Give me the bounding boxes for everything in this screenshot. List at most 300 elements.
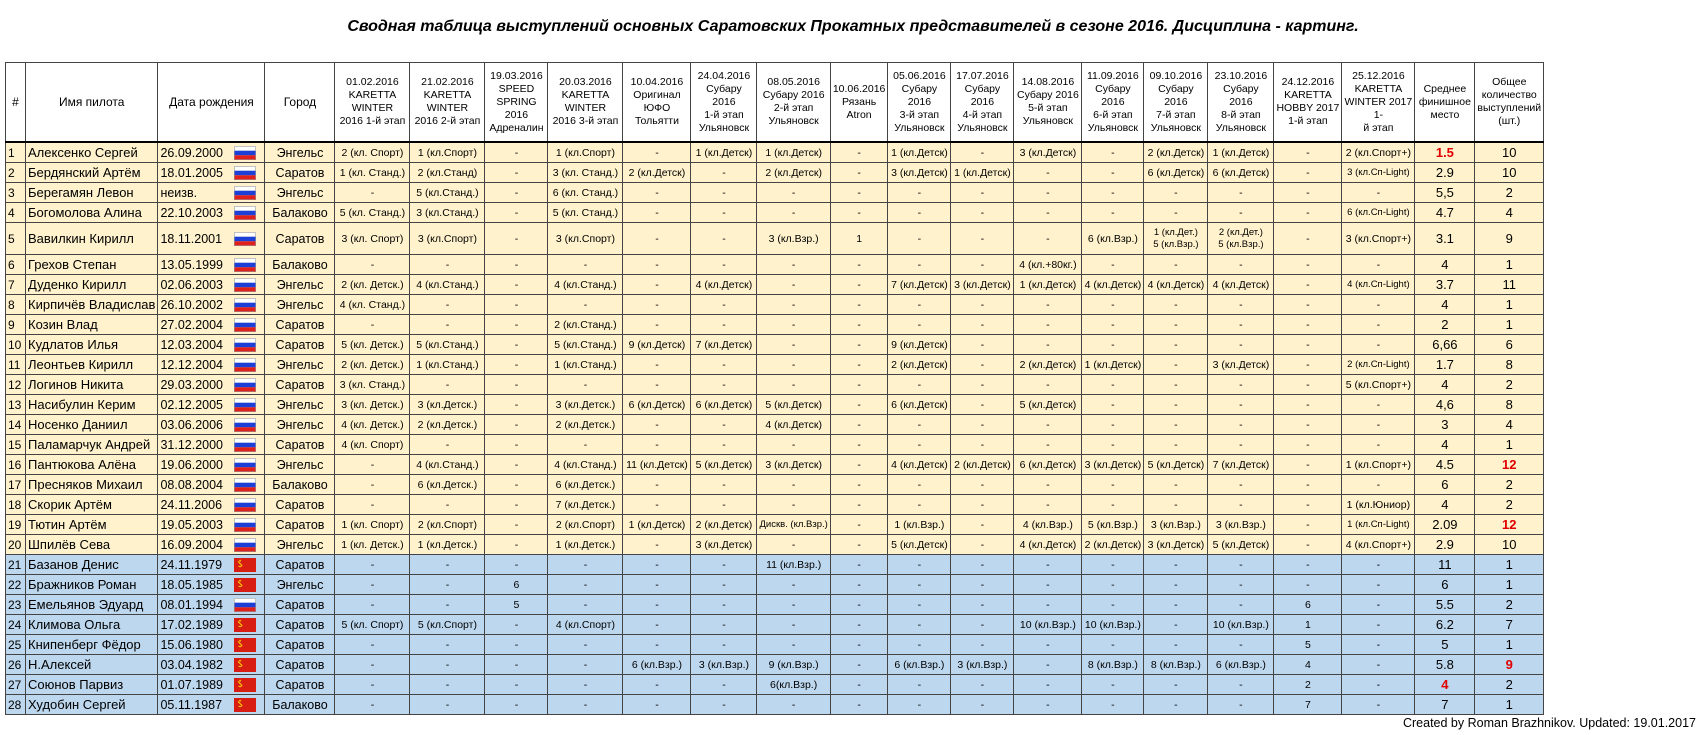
race-result-cell bbox=[410, 655, 485, 675]
race-result-cell bbox=[1274, 375, 1342, 395]
race-result-cell-text: - bbox=[514, 232, 519, 245]
race-result-cell bbox=[623, 415, 691, 435]
race-result-cell-text: - bbox=[1046, 638, 1050, 651]
race-result-cell-text: - bbox=[655, 186, 659, 199]
race-result-cell bbox=[485, 203, 548, 223]
total-races-cell bbox=[1475, 435, 1544, 455]
race-result-cell-text: - bbox=[1046, 498, 1050, 511]
race-result-cell bbox=[691, 315, 757, 335]
race-result-cell bbox=[1082, 675, 1144, 695]
race-result-cell bbox=[1014, 275, 1082, 295]
race-result-cell bbox=[623, 395, 691, 415]
race-result-cell bbox=[485, 475, 548, 495]
race-result-cell bbox=[335, 415, 410, 435]
race-result-cell-text: - bbox=[857, 338, 861, 351]
average-place-cell bbox=[1415, 475, 1475, 495]
race-result-cell bbox=[548, 515, 623, 535]
average-place-cell bbox=[1415, 395, 1475, 415]
total-races-cell bbox=[1475, 455, 1544, 475]
race-result-cell-text: - bbox=[1306, 258, 1310, 271]
birth-date-cell-text: 24.11.1979 bbox=[160, 557, 223, 572]
race-result-cell bbox=[830, 575, 888, 595]
race-result-cell-text: - bbox=[655, 598, 659, 611]
race-result-cell bbox=[1342, 255, 1415, 275]
race-result-cell bbox=[623, 615, 691, 635]
race-result-cell-text: - bbox=[857, 538, 861, 551]
average-place-cell-text: 1.7 bbox=[1435, 356, 1454, 372]
column-header: Город bbox=[265, 63, 335, 143]
race-result-cell-text: 4 (кл.Детск) bbox=[695, 278, 753, 291]
total-races-cell-text: 1 bbox=[1505, 576, 1513, 592]
birth-date-cell bbox=[158, 395, 265, 415]
race-result-cell bbox=[485, 515, 548, 535]
race-result-cell-text: 5 (кл. Станд.) bbox=[339, 206, 406, 219]
race-result-cell bbox=[1274, 555, 1342, 575]
race-result-cell-text: - bbox=[1306, 278, 1310, 291]
race-result-cell bbox=[830, 255, 888, 275]
race-result-cell bbox=[623, 635, 691, 655]
race-result-cell bbox=[1274, 203, 1342, 223]
race-result-cell bbox=[1208, 203, 1274, 223]
race-result-cell-text: - bbox=[980, 318, 985, 331]
race-result-cell-text: - bbox=[1306, 318, 1310, 331]
race-result-cell bbox=[623, 223, 691, 255]
race-result-cell bbox=[830, 515, 888, 535]
race-result-cell-text: - bbox=[1239, 258, 1243, 271]
table-row bbox=[6, 515, 1544, 535]
race-result-cell bbox=[951, 575, 1014, 595]
race-result-cell-text: 5 (кл.Детск) bbox=[695, 458, 753, 471]
race-result-cell-text: - bbox=[1376, 578, 1381, 591]
total-races-cell-text: 2 bbox=[1505, 376, 1513, 392]
total-races-cell bbox=[1475, 575, 1544, 595]
race-result-cell bbox=[691, 395, 757, 415]
race-result-cell-text: - bbox=[1111, 498, 1115, 511]
average-place-cell-text: 2 bbox=[1441, 316, 1449, 332]
russian-flag-icon bbox=[234, 398, 256, 412]
row-number-cell-text: 9 bbox=[8, 317, 15, 332]
race-result-cell-text: 1 (кл.Детск.) bbox=[555, 538, 616, 551]
race-result-cell bbox=[1082, 495, 1144, 515]
race-result-cell-text: - bbox=[1239, 298, 1243, 311]
birth-date-cell-text: 18.05.1985 bbox=[160, 577, 224, 592]
race-result-cell-text: - bbox=[722, 298, 726, 311]
race-result-cell bbox=[1082, 475, 1144, 495]
city-cell-text: Саратов bbox=[275, 637, 325, 652]
total-races-cell bbox=[1475, 475, 1544, 495]
race-result-cell-text: - bbox=[514, 538, 519, 551]
race-result-cell bbox=[1342, 555, 1415, 575]
race-result-cell-text: - bbox=[445, 318, 450, 331]
birth-date-cell bbox=[158, 415, 265, 435]
race-result-cell-text: - bbox=[1111, 438, 1115, 451]
race-result-cell-text: 6 (кл.Детск) bbox=[695, 398, 753, 411]
average-place-cell-text: 3 bbox=[1441, 416, 1449, 432]
pilot-name-cell bbox=[26, 695, 158, 715]
race-result-cell bbox=[888, 395, 951, 415]
russian-flag-icon bbox=[234, 318, 256, 332]
race-result-cell bbox=[410, 475, 485, 495]
race-result-cell-text: - bbox=[722, 618, 726, 631]
race-result-cell-text: - bbox=[980, 298, 985, 311]
race-result-cell bbox=[757, 183, 830, 203]
race-result-cell bbox=[691, 142, 757, 163]
race-result-cell-text: 1 (кл.Детск) bbox=[891, 146, 948, 159]
race-result-cell-text: - bbox=[370, 598, 375, 611]
race-result-cell-text: 10 (кл.Взр.) bbox=[1019, 618, 1076, 631]
race-result-cell-text: - bbox=[370, 498, 375, 511]
race-result-cell-text: - bbox=[722, 232, 726, 245]
total-races-cell bbox=[1475, 695, 1544, 715]
race-result-cell bbox=[1208, 142, 1274, 163]
race-result-cell-text: - bbox=[1111, 398, 1115, 411]
city-cell-text: Саратов bbox=[275, 165, 325, 180]
race-result-cell bbox=[1208, 675, 1274, 695]
race-result-cell-text: - bbox=[791, 378, 796, 391]
race-result-cell-text: - bbox=[1239, 498, 1243, 511]
city-cell bbox=[265, 615, 335, 635]
race-result-cell-text: 1 (кл.Детск) bbox=[1019, 278, 1077, 291]
total-races-cell-text: 4 bbox=[1505, 204, 1513, 220]
race-result-cell bbox=[691, 203, 757, 223]
race-result-cell bbox=[1014, 535, 1082, 555]
race-result-cell bbox=[1342, 275, 1415, 295]
race-result-cell bbox=[951, 395, 1014, 415]
race-result-cell bbox=[830, 535, 888, 555]
city-cell bbox=[265, 255, 335, 275]
row-number-cell bbox=[6, 475, 26, 495]
birth-date-cell-text: 26.10.2002 bbox=[160, 297, 224, 312]
pilot-name-cell bbox=[26, 615, 158, 635]
race-result-cell-text: 10 (кл.Взр.) bbox=[1084, 618, 1141, 631]
race-result-cell bbox=[335, 555, 410, 575]
race-result-cell bbox=[757, 675, 830, 695]
city-cell-text: Саратов bbox=[275, 617, 325, 632]
race-result-cell-text: - bbox=[1046, 298, 1050, 311]
race-result-cell-text: - bbox=[1376, 438, 1381, 451]
race-result-cell-text: 4 (кл.Станд.) bbox=[416, 458, 479, 471]
race-result-cell bbox=[691, 615, 757, 635]
average-place-cell-text: 4.5 bbox=[1435, 456, 1454, 472]
race-result-cell-text: - bbox=[1306, 478, 1310, 491]
average-place-cell bbox=[1415, 183, 1475, 203]
race-result-cell-text: - bbox=[857, 166, 861, 179]
total-races-cell bbox=[1475, 142, 1544, 163]
total-races-cell-text: 2 bbox=[1505, 184, 1513, 200]
race-result-cell bbox=[888, 695, 951, 715]
total-races-cell-text: 8 bbox=[1505, 356, 1513, 372]
city-cell bbox=[265, 395, 335, 415]
race-result-cell-text: - bbox=[1111, 558, 1115, 571]
race-result-cell-text: - bbox=[370, 258, 375, 271]
race-result-cell bbox=[1014, 295, 1082, 315]
race-result-cell bbox=[485, 635, 548, 655]
race-result-cell bbox=[1014, 615, 1082, 635]
row-number-cell-text: 28 bbox=[8, 697, 22, 712]
race-result-cell-text: 4 (кл.Детск) bbox=[891, 458, 948, 471]
race-result-cell-text: - bbox=[1376, 186, 1381, 199]
race-result-cell bbox=[335, 435, 410, 455]
race-result-cell-text: 6 (кл.Детск) bbox=[1147, 166, 1205, 179]
race-result-cell bbox=[1342, 375, 1415, 395]
race-result-cell-text: 5 (кл.Взр.) bbox=[1087, 518, 1138, 531]
city-cell-text: Энгельс bbox=[276, 357, 324, 372]
race-result-cell bbox=[623, 435, 691, 455]
russian-flag-icon bbox=[234, 186, 256, 200]
birth-date-cell-text: 19.06.2000 bbox=[160, 457, 224, 472]
race-result-cell-text: - bbox=[1174, 378, 1178, 391]
race-result-cell bbox=[951, 183, 1014, 203]
pilot-name-cell-text: Кирпичёв Владислав bbox=[28, 296, 156, 312]
column-header: Дата рождения bbox=[158, 63, 265, 143]
table-row bbox=[6, 595, 1544, 615]
race-result-cell bbox=[1274, 675, 1342, 695]
race-result-cell-text: 4 (кл.Детск) bbox=[1084, 278, 1142, 291]
race-result-cell bbox=[757, 355, 830, 375]
race-result-cell-text: - bbox=[1174, 318, 1178, 331]
race-result-cell-text: - bbox=[1306, 538, 1310, 551]
race-result-cell-text: - bbox=[1376, 418, 1381, 431]
race-result-cell-text: 7 (кл.Детск.) bbox=[555, 498, 616, 511]
race-result-cell-text: - bbox=[857, 398, 861, 411]
race-result-cell-text: - bbox=[583, 378, 588, 391]
race-result-cell-text: 4 bbox=[1304, 658, 1311, 671]
race-result-cell-text: - bbox=[1111, 146, 1115, 159]
race-result-cell bbox=[1144, 595, 1208, 615]
race-result-cell-text: - bbox=[1174, 258, 1178, 271]
birth-date-cell bbox=[158, 255, 265, 275]
race-result-cell bbox=[1208, 275, 1274, 295]
race-result-cell bbox=[410, 535, 485, 555]
race-result-cell bbox=[548, 395, 623, 415]
race-result-cell-text: 7 (кл.Детск) bbox=[891, 278, 948, 291]
race-result-cell-text: 3 (кл. Станд.) bbox=[339, 378, 406, 391]
total-races-cell bbox=[1475, 495, 1544, 515]
race-result-cell bbox=[485, 435, 548, 455]
race-result-cell-text: 4 (кл.Детск) bbox=[1147, 278, 1205, 291]
total-races-cell-text: 2 bbox=[1505, 676, 1513, 692]
race-result-cell bbox=[1274, 255, 1342, 275]
average-place-cell-text: 5.8 bbox=[1435, 656, 1454, 672]
total-races-cell-text: 10 bbox=[1502, 164, 1517, 180]
race-result-cell bbox=[830, 595, 888, 615]
city-cell-text: Саратов bbox=[275, 677, 325, 692]
race-result-cell bbox=[830, 142, 888, 163]
total-races-cell-text: 10 bbox=[1502, 144, 1517, 160]
race-result-cell bbox=[410, 295, 485, 315]
race-result-cell bbox=[691, 375, 757, 395]
column-header: 09.10.2016 Субару 2016 7-й этап Ульяновск bbox=[1144, 63, 1208, 143]
race-result-cell bbox=[951, 695, 1014, 715]
total-races-cell-text: 1 bbox=[1505, 556, 1513, 572]
race-result-cell-text: - bbox=[1174, 206, 1178, 219]
race-result-cell-text: - bbox=[445, 298, 450, 311]
race-result-cell-text: - bbox=[857, 146, 861, 159]
race-result-cell bbox=[485, 223, 548, 255]
race-result-cell-text: - bbox=[655, 358, 659, 371]
average-place-cell-text: 3.1 bbox=[1435, 230, 1454, 246]
race-result-cell bbox=[1208, 375, 1274, 395]
race-result-cell bbox=[623, 575, 691, 595]
race-result-cell-text: - bbox=[1046, 338, 1050, 351]
race-result-cell bbox=[757, 203, 830, 223]
race-result-cell-text: - bbox=[1046, 478, 1050, 491]
race-result-cell bbox=[888, 555, 951, 575]
race-result-cell-text: - bbox=[1046, 678, 1050, 691]
page-title: Сводная таблица выступлений основных Саратовских Прокатных представителей в сезоне 2016. Дисциплина - картинг. bbox=[347, 18, 1359, 35]
race-result-cell-text: - bbox=[655, 206, 659, 219]
race-result-cell-text: 2 (кл.Детск) bbox=[891, 358, 948, 371]
race-result-cell bbox=[335, 295, 410, 315]
race-result-cell-text: - bbox=[1111, 378, 1115, 391]
race-result-cell bbox=[1208, 255, 1274, 275]
race-result-cell-text: - bbox=[583, 578, 588, 591]
race-result-cell bbox=[888, 223, 951, 255]
race-result-cell-text: - bbox=[917, 498, 922, 511]
race-result-cell-text: - bbox=[857, 458, 861, 471]
race-result-cell bbox=[1014, 435, 1082, 455]
race-result-cell-text: 11 (кл.Детск) bbox=[626, 458, 688, 471]
race-result-cell-text: - bbox=[857, 378, 861, 391]
race-result-cell-text: - bbox=[722, 578, 726, 591]
total-races-cell bbox=[1475, 355, 1544, 375]
race-result-cell-text: 3 (кл.Детск) bbox=[1212, 358, 1270, 371]
table-row bbox=[6, 575, 1544, 595]
row-number-cell-text: 24 bbox=[8, 617, 22, 632]
city-cell bbox=[265, 295, 335, 315]
race-result-cell-text: - bbox=[1376, 558, 1381, 571]
race-result-cell-text: - bbox=[1306, 418, 1310, 431]
race-result-cell bbox=[1342, 435, 1415, 455]
city-cell bbox=[265, 475, 335, 495]
race-result-cell bbox=[888, 575, 951, 595]
total-races-cell-text: 7 bbox=[1505, 616, 1513, 632]
race-result-cell bbox=[1082, 183, 1144, 203]
race-result-cell bbox=[830, 315, 888, 335]
race-result-cell bbox=[1208, 295, 1274, 315]
race-result-cell bbox=[757, 595, 830, 615]
race-result-cell-text: - bbox=[857, 358, 861, 371]
race-result-cell bbox=[691, 355, 757, 375]
race-result-cell-text: - bbox=[1239, 578, 1243, 591]
race-result-cell-text: - bbox=[655, 698, 659, 711]
race-result-cell bbox=[951, 355, 1014, 375]
column-header: Имя пилота bbox=[26, 63, 158, 143]
race-result-cell-text: 5 bbox=[1304, 638, 1311, 651]
race-result-cell bbox=[1208, 695, 1274, 715]
race-result-cell bbox=[335, 355, 410, 375]
race-result-cell-text: 4 (кл.+80кг.) bbox=[1019, 258, 1077, 271]
race-result-cell-text: 6 (кл.Детск) bbox=[628, 398, 686, 411]
race-result-cell-text: 4 (кл. Спорт) bbox=[341, 438, 404, 451]
race-result-cell bbox=[1342, 475, 1415, 495]
city-cell bbox=[265, 355, 335, 375]
race-result-cell bbox=[951, 255, 1014, 275]
race-result-cell-text: - bbox=[583, 698, 588, 711]
race-result-cell bbox=[548, 255, 623, 275]
race-result-cell-text: - bbox=[583, 558, 588, 571]
average-place-cell-text: 6.2 bbox=[1435, 616, 1454, 632]
russian-flag-icon bbox=[234, 458, 256, 472]
birth-date-cell bbox=[158, 535, 265, 555]
race-result-cell-text: - bbox=[917, 678, 922, 691]
russian-flag-icon bbox=[234, 358, 256, 372]
race-result-cell-text: 3 (кл.Спорт+) bbox=[1345, 232, 1411, 245]
race-result-cell bbox=[888, 535, 951, 555]
pilot-name-cell bbox=[26, 675, 158, 695]
race-result-cell bbox=[1014, 183, 1082, 203]
race-result-cell-text: 2 (кл.Детск) bbox=[1019, 358, 1077, 371]
race-result-cell bbox=[1144, 635, 1208, 655]
pilot-name-cell bbox=[26, 335, 158, 355]
race-result-cell bbox=[888, 295, 951, 315]
row-number-cell-text: 4 bbox=[8, 205, 15, 220]
birth-date-cell bbox=[158, 475, 265, 495]
race-result-cell bbox=[410, 255, 485, 275]
race-result-cell bbox=[410, 435, 485, 455]
column-header: Среднее финишное место bbox=[1415, 63, 1475, 143]
pilot-name-cell-text: Шпилёв Сева bbox=[28, 536, 111, 552]
race-result-cell-text: - bbox=[980, 638, 985, 651]
race-result-cell-text: - bbox=[655, 578, 659, 591]
race-result-cell-text: - bbox=[445, 438, 450, 451]
table-row bbox=[6, 295, 1544, 315]
race-result-cell-text: - bbox=[655, 678, 659, 691]
race-result-cell-text: 10 (кл.Взр.) bbox=[1212, 618, 1269, 631]
race-result-cell-text: - bbox=[1111, 638, 1115, 651]
race-result-cell bbox=[1342, 203, 1415, 223]
birth-date-cell-text: 03.04.1982 bbox=[160, 657, 224, 672]
race-result-cell bbox=[830, 335, 888, 355]
city-cell-text: Балаково bbox=[272, 697, 328, 712]
race-result-cell bbox=[410, 495, 485, 515]
russian-flag-icon bbox=[234, 338, 256, 352]
race-result-cell-text: Дискв. (кл.Взр.) bbox=[759, 518, 828, 530]
race-result-cell bbox=[1208, 223, 1274, 255]
race-result-cell-text: - bbox=[857, 438, 861, 451]
race-result-cell-text: - bbox=[1174, 478, 1178, 491]
race-result-cell-text: 3 (кл.Взр.) bbox=[768, 232, 819, 245]
race-result-cell bbox=[830, 495, 888, 515]
race-result-cell bbox=[1208, 495, 1274, 515]
race-result-cell bbox=[335, 203, 410, 223]
race-result-cell bbox=[623, 203, 691, 223]
city-cell bbox=[265, 335, 335, 355]
birth-date-cell-text: 31.12.2000 bbox=[160, 437, 224, 452]
race-result-cell-text: - bbox=[857, 598, 861, 611]
row-number-cell bbox=[6, 575, 26, 595]
race-result-cell-text: - bbox=[917, 578, 922, 591]
race-result-cell-text: - bbox=[980, 518, 985, 531]
race-result-cell-text: 6 (кл.Детск.) bbox=[417, 478, 478, 491]
average-place-cell bbox=[1415, 575, 1475, 595]
race-result-cell-text: - bbox=[655, 418, 659, 431]
birth-date-cell-text: 13.05.1999 bbox=[160, 257, 224, 272]
row-number-cell bbox=[6, 395, 26, 415]
race-result-cell bbox=[951, 495, 1014, 515]
column-header: 21.02.2016 KARETTA WINTER 2016 2-й этап bbox=[410, 63, 485, 143]
birth-date-cell bbox=[158, 435, 265, 455]
city-cell-text: Саратов bbox=[275, 557, 325, 572]
race-result-cell bbox=[485, 555, 548, 575]
race-result-cell-text: - bbox=[980, 498, 985, 511]
row-number-cell-text: 13 bbox=[8, 397, 22, 412]
race-result-cell bbox=[1014, 415, 1082, 435]
row-number-cell bbox=[6, 455, 26, 475]
race-result-cell bbox=[757, 575, 830, 595]
race-result-cell-text: 2 (кл.Детск) bbox=[1147, 146, 1205, 159]
birth-date-cell-text: 16.09.2004 bbox=[160, 537, 224, 552]
